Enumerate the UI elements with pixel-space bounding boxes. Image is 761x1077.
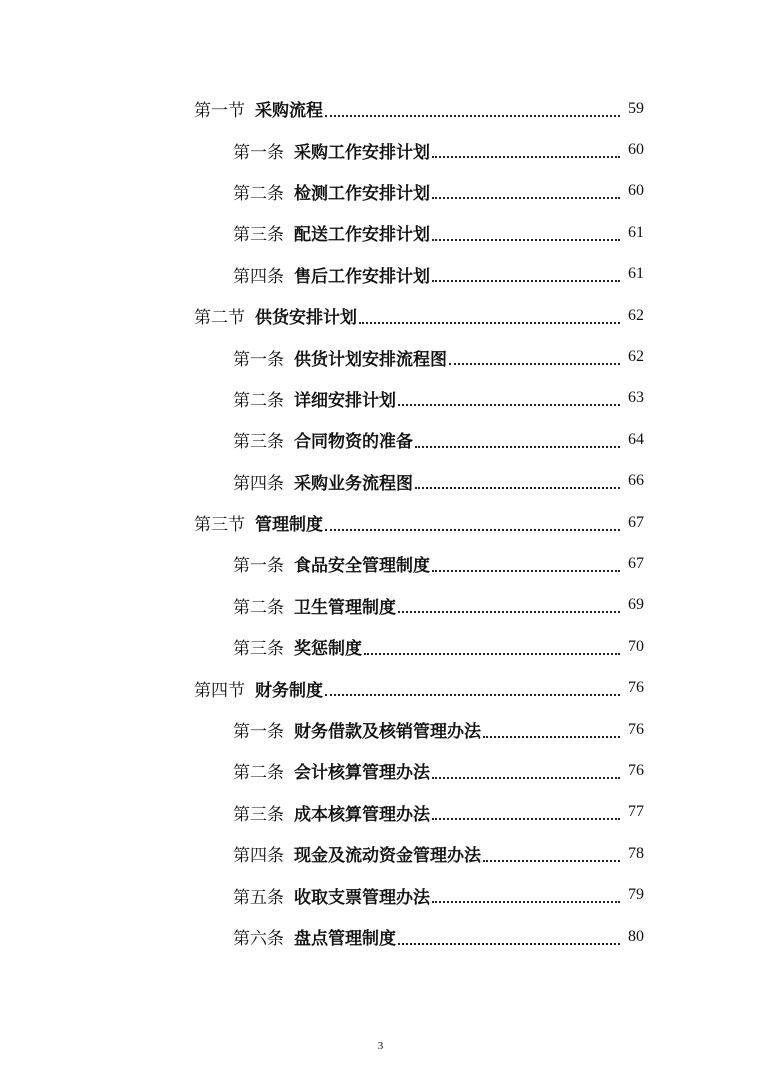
dot-leader (398, 611, 620, 613)
toc-entry-title: 收取支票管理办法 (294, 887, 430, 908)
toc-entry-page: 61 (628, 223, 644, 241)
toc-article-entry[interactable] (0, 419, 761, 460)
toc-section-entry[interactable] (0, 502, 761, 543)
toc-entry-number: 第一条 (233, 349, 284, 370)
toc-entry-title: 现金及流动资金管理办法 (294, 846, 481, 867)
toc-entry-number: 第三条 (233, 639, 284, 660)
dot-leader (398, 943, 620, 945)
toc-entry-page: 79 (628, 886, 644, 904)
toc-entry-number: 第一条 (233, 722, 284, 743)
toc-entry-title: 财务借款及核销管理办法 (294, 722, 481, 743)
dot-leader (325, 115, 620, 117)
toc-article-entry[interactable] (0, 254, 761, 295)
toc-article-entry[interactable] (0, 792, 761, 833)
toc-entry-number: 第二条 (233, 183, 284, 204)
toc-entry-number: 第二条 (233, 390, 284, 411)
toc-article-entry[interactable] (0, 874, 761, 915)
toc-entry-title: 采购流程 (255, 101, 323, 122)
toc-entry-page: 62 (628, 306, 644, 324)
toc-article-entry[interactable] (0, 543, 761, 584)
toc-section-entry[interactable] (0, 667, 761, 708)
toc-entry-page: 64 (628, 430, 644, 448)
toc-entry-number: 第四条 (233, 266, 284, 287)
toc-entry-number: 第二条 (233, 763, 284, 784)
toc-entry-page: 60 (628, 182, 644, 200)
dot-leader (432, 901, 620, 903)
toc-entry-number: 第三条 (233, 432, 284, 453)
toc-entry-page: 66 (628, 472, 644, 490)
dot-leader (364, 653, 620, 655)
toc-article-entry[interactable] (0, 212, 761, 253)
toc-entry-title: 供货安排计划 (255, 308, 357, 329)
toc-entry-title: 详细安排计划 (294, 390, 396, 411)
dot-leader (325, 694, 620, 696)
toc-entry-page: 76 (628, 679, 644, 697)
toc-entry-number: 第一节 (194, 101, 245, 122)
toc-entry-title: 采购业务流程图 (294, 473, 413, 494)
toc-article-entry[interactable] (0, 129, 761, 170)
toc-entry-title: 奖惩制度 (294, 639, 362, 660)
toc-entry-title: 合同物资的准备 (294, 432, 413, 453)
toc-entry-title: 配送工作安排计划 (294, 225, 430, 246)
toc-article-entry[interactable] (0, 461, 761, 502)
toc-entry-page: 60 (628, 141, 644, 159)
toc-entry-title: 采购工作安排计划 (294, 142, 430, 163)
dot-leader (432, 156, 620, 158)
toc-entry-title: 盘点管理制度 (294, 929, 396, 949)
dot-leader (483, 860, 620, 862)
toc-entry-number: 第三条 (233, 225, 284, 246)
dot-leader (432, 570, 620, 572)
toc-entry-page: 78 (628, 844, 644, 862)
toc-entry-number: 第四条 (233, 473, 284, 494)
toc-entry-number: 第一条 (233, 556, 284, 577)
dot-leader (432, 280, 620, 282)
dot-leader (415, 446, 620, 448)
dot-leader (359, 322, 620, 324)
toc-entry-number: 第四节 (194, 680, 245, 701)
toc-entry-page: 61 (628, 265, 644, 283)
toc-entry-number: 第五条 (233, 887, 284, 908)
toc-section-entry[interactable] (0, 295, 761, 336)
dot-leader (415, 487, 620, 489)
toc-article-entry[interactable] (0, 171, 761, 212)
toc-article-entry[interactable] (0, 833, 761, 874)
toc-article-entry[interactable] (0, 626, 761, 667)
toc-entry-number: 第一条 (233, 142, 284, 163)
table-of-contents (0, 88, 761, 957)
toc-entry-title: 检测工作安排计划 (294, 183, 430, 204)
toc-entry-page: 67 (628, 513, 644, 531)
toc-entry-page: 67 (628, 554, 644, 572)
toc-entry-page: 69 (628, 596, 644, 614)
toc-article-entry[interactable] (0, 585, 761, 626)
toc-section-entry[interactable] (0, 88, 761, 129)
toc-entry-page: 76 (628, 761, 644, 779)
dot-leader (449, 363, 620, 365)
toc-entry-page: 80 (628, 927, 644, 945)
toc-article-entry[interactable] (0, 750, 761, 791)
toc-entry-title: 售后工作安排计划 (294, 266, 430, 287)
dot-leader (325, 529, 620, 531)
dot-leader (432, 777, 620, 779)
toc-entry-page: 63 (628, 389, 644, 407)
toc-entry-title: 管理制度 (255, 515, 323, 536)
toc-entry-page: 62 (628, 348, 644, 366)
toc-entry-title: 财务制度 (255, 680, 323, 701)
toc-article-entry[interactable] (0, 916, 761, 957)
toc-entry-number: 第三节 (194, 515, 245, 536)
dot-leader (432, 818, 620, 820)
toc-entry-number: 第二节 (194, 308, 245, 329)
toc-entry-number: 第三条 (233, 804, 284, 825)
toc-entry-page: 77 (628, 803, 644, 821)
page-number: 3 (377, 1040, 384, 1052)
toc-entry-number: 第六条 (233, 929, 284, 949)
toc-entry-title: 卫生管理制度 (294, 597, 396, 618)
toc-entry-page: 70 (628, 637, 644, 655)
toc-entry-title: 成本核算管理办法 (294, 804, 430, 825)
toc-entry-page: 59 (628, 99, 644, 117)
toc-article-entry[interactable] (0, 336, 761, 377)
dot-leader (398, 404, 620, 406)
toc-article-entry[interactable] (0, 709, 761, 750)
toc-entry-number: 第四条 (233, 846, 284, 867)
toc-entry-title: 食品安全管理制度 (294, 556, 430, 577)
dot-leader (432, 197, 620, 199)
toc-entry-title: 会计核算管理办法 (294, 763, 430, 784)
toc-entry-title: 供货计划安排流程图 (294, 349, 447, 370)
toc-entry-number: 第二条 (233, 597, 284, 618)
dot-leader (432, 239, 620, 241)
dot-leader (483, 736, 620, 738)
toc-entry-page: 76 (628, 720, 644, 738)
toc-article-entry[interactable] (0, 378, 761, 419)
